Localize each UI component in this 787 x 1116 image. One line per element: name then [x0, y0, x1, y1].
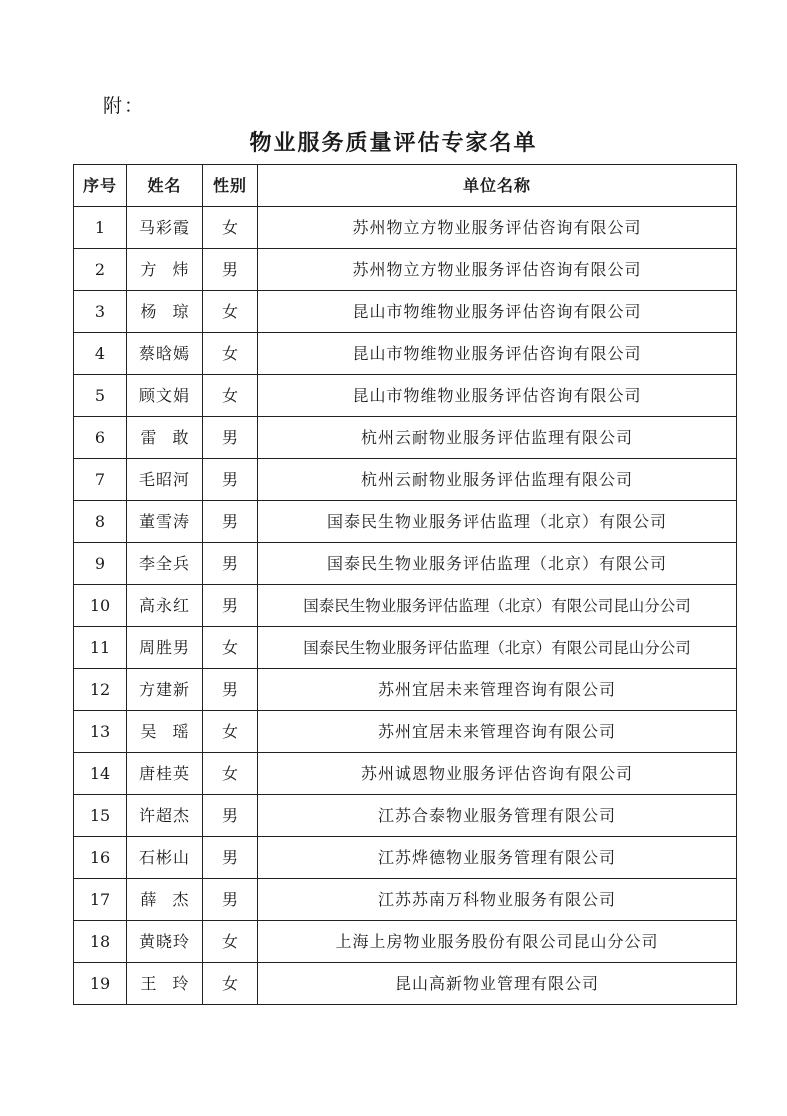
cell-gender: 男 — [203, 585, 258, 627]
table-row — [74, 879, 737, 921]
cell-name: 方建新 — [127, 669, 203, 711]
table-row — [74, 963, 737, 1005]
cell-gender: 男 — [203, 795, 258, 837]
cell-name: 毛昭河 — [127, 459, 203, 501]
cell-gender: 男 — [203, 459, 258, 501]
cell-org: 昆山市物维物业服务评估咨询有限公司 — [258, 375, 737, 417]
cell-seq: 19 — [74, 963, 127, 1005]
cell-org: 苏州宜居未来管理咨询有限公司 — [258, 711, 737, 753]
table-row — [74, 501, 737, 543]
cell-org: 国泰民生物业服务评估监理（北京）有限公司 — [258, 543, 737, 585]
table-row — [74, 711, 737, 753]
cell-gender: 女 — [203, 627, 258, 669]
attachment-label: 附： — [103, 95, 146, 117]
cell-gender: 女 — [203, 375, 258, 417]
cell-name: 周胜男 — [127, 627, 203, 669]
document-title: 物业服务质量评估专家名单 — [249, 131, 538, 156]
cell-name: 薛 杰 — [127, 879, 203, 921]
cell-name: 唐桂英 — [127, 753, 203, 795]
table-row — [74, 417, 737, 459]
cell-name: 李全兵 — [127, 543, 203, 585]
cell-seq: 12 — [74, 669, 127, 711]
table-row — [74, 543, 737, 585]
cell-org: 昆山市物维物业服务评估咨询有限公司 — [258, 291, 737, 333]
cell-org: 苏州物立方物业服务评估咨询有限公司 — [258, 249, 737, 291]
header-seq: 序号 — [74, 165, 127, 207]
cell-seq: 2 — [74, 249, 127, 291]
cell-seq: 17 — [74, 879, 127, 921]
cell-gender: 女 — [203, 753, 258, 795]
table-row — [74, 669, 737, 711]
cell-org: 国泰民生物业服务评估监理（北京）有限公司昆山分公司 — [258, 627, 737, 669]
cell-seq: 6 — [74, 417, 127, 459]
cell-seq: 8 — [74, 501, 127, 543]
cell-org: 杭州云耐物业服务评估监理有限公司 — [258, 459, 737, 501]
cell-org: 苏州宜居未来管理咨询有限公司 — [258, 669, 737, 711]
cell-seq: 9 — [74, 543, 127, 585]
cell-name: 许超杰 — [127, 795, 203, 837]
cell-seq: 4 — [74, 333, 127, 375]
cell-gender: 女 — [203, 711, 258, 753]
cell-name: 雷 敢 — [127, 417, 203, 459]
cell-name: 黄晓玲 — [127, 921, 203, 963]
cell-gender: 女 — [203, 207, 258, 249]
cell-seq: 7 — [74, 459, 127, 501]
cell-gender: 男 — [203, 669, 258, 711]
table-header-row — [74, 165, 737, 207]
cell-seq: 13 — [74, 711, 127, 753]
cell-gender: 女 — [203, 921, 258, 963]
cell-org: 昆山高新物业管理有限公司 — [258, 963, 737, 1005]
cell-org: 国泰民生物业服务评估监理（北京）有限公司昆山分公司 — [258, 585, 737, 627]
cell-gender: 女 — [203, 291, 258, 333]
table-row — [74, 375, 737, 417]
table-row — [74, 795, 737, 837]
header-name: 姓名 — [127, 165, 203, 207]
header-gender: 性别 — [203, 165, 258, 207]
cell-name: 顾文娟 — [127, 375, 203, 417]
cell-seq: 10 — [74, 585, 127, 627]
cell-seq: 11 — [74, 627, 127, 669]
cell-org: 杭州云耐物业服务评估监理有限公司 — [258, 417, 737, 459]
cell-org: 江苏合泰物业服务管理有限公司 — [258, 795, 737, 837]
cell-seq: 14 — [74, 753, 127, 795]
header-org: 单位名称 — [258, 165, 737, 207]
table-row — [74, 585, 737, 627]
cell-gender: 男 — [203, 501, 258, 543]
cell-gender: 女 — [203, 333, 258, 375]
cell-org: 苏州诚恩物业服务评估咨询有限公司 — [258, 753, 737, 795]
table-row — [74, 627, 737, 669]
table-row — [74, 921, 737, 963]
cell-name: 王 玲 — [127, 963, 203, 1005]
cell-gender: 女 — [203, 963, 258, 1005]
cell-seq: 5 — [74, 375, 127, 417]
cell-gender: 男 — [203, 249, 258, 291]
cell-seq: 1 — [74, 207, 127, 249]
table-row — [74, 753, 737, 795]
cell-seq: 15 — [74, 795, 127, 837]
cell-name: 吴 瑶 — [127, 711, 203, 753]
table-row — [74, 291, 737, 333]
table-row — [74, 333, 737, 375]
cell-name: 杨 琼 — [127, 291, 203, 333]
cell-org: 昆山市物维物业服务评估咨询有限公司 — [258, 333, 737, 375]
cell-seq: 3 — [74, 291, 127, 333]
cell-name: 石彬山 — [127, 837, 203, 879]
cell-name: 马彩霞 — [127, 207, 203, 249]
cell-seq: 18 — [74, 921, 127, 963]
table-row — [74, 207, 737, 249]
cell-org: 上海上房物业服务股份有限公司昆山分公司 — [258, 921, 737, 963]
cell-name: 董雪涛 — [127, 501, 203, 543]
table-row — [74, 459, 737, 501]
cell-gender: 男 — [203, 837, 258, 879]
cell-gender: 男 — [203, 879, 258, 921]
cell-org: 苏州物立方物业服务评估咨询有限公司 — [258, 207, 737, 249]
cell-org: 江苏苏南万科物业服务有限公司 — [258, 879, 737, 921]
expert-roster-table — [73, 164, 737, 1005]
cell-org: 江苏烨德物业服务管理有限公司 — [258, 837, 737, 879]
table-row — [74, 837, 737, 879]
cell-gender: 男 — [203, 543, 258, 585]
cell-gender: 男 — [203, 417, 258, 459]
cell-name: 高永红 — [127, 585, 203, 627]
cell-name: 方 炜 — [127, 249, 203, 291]
table-row — [74, 249, 737, 291]
cell-seq: 16 — [74, 837, 127, 879]
cell-name: 蔡晗嫣 — [127, 333, 203, 375]
cell-org: 国泰民生物业服务评估监理（北京）有限公司 — [258, 501, 737, 543]
